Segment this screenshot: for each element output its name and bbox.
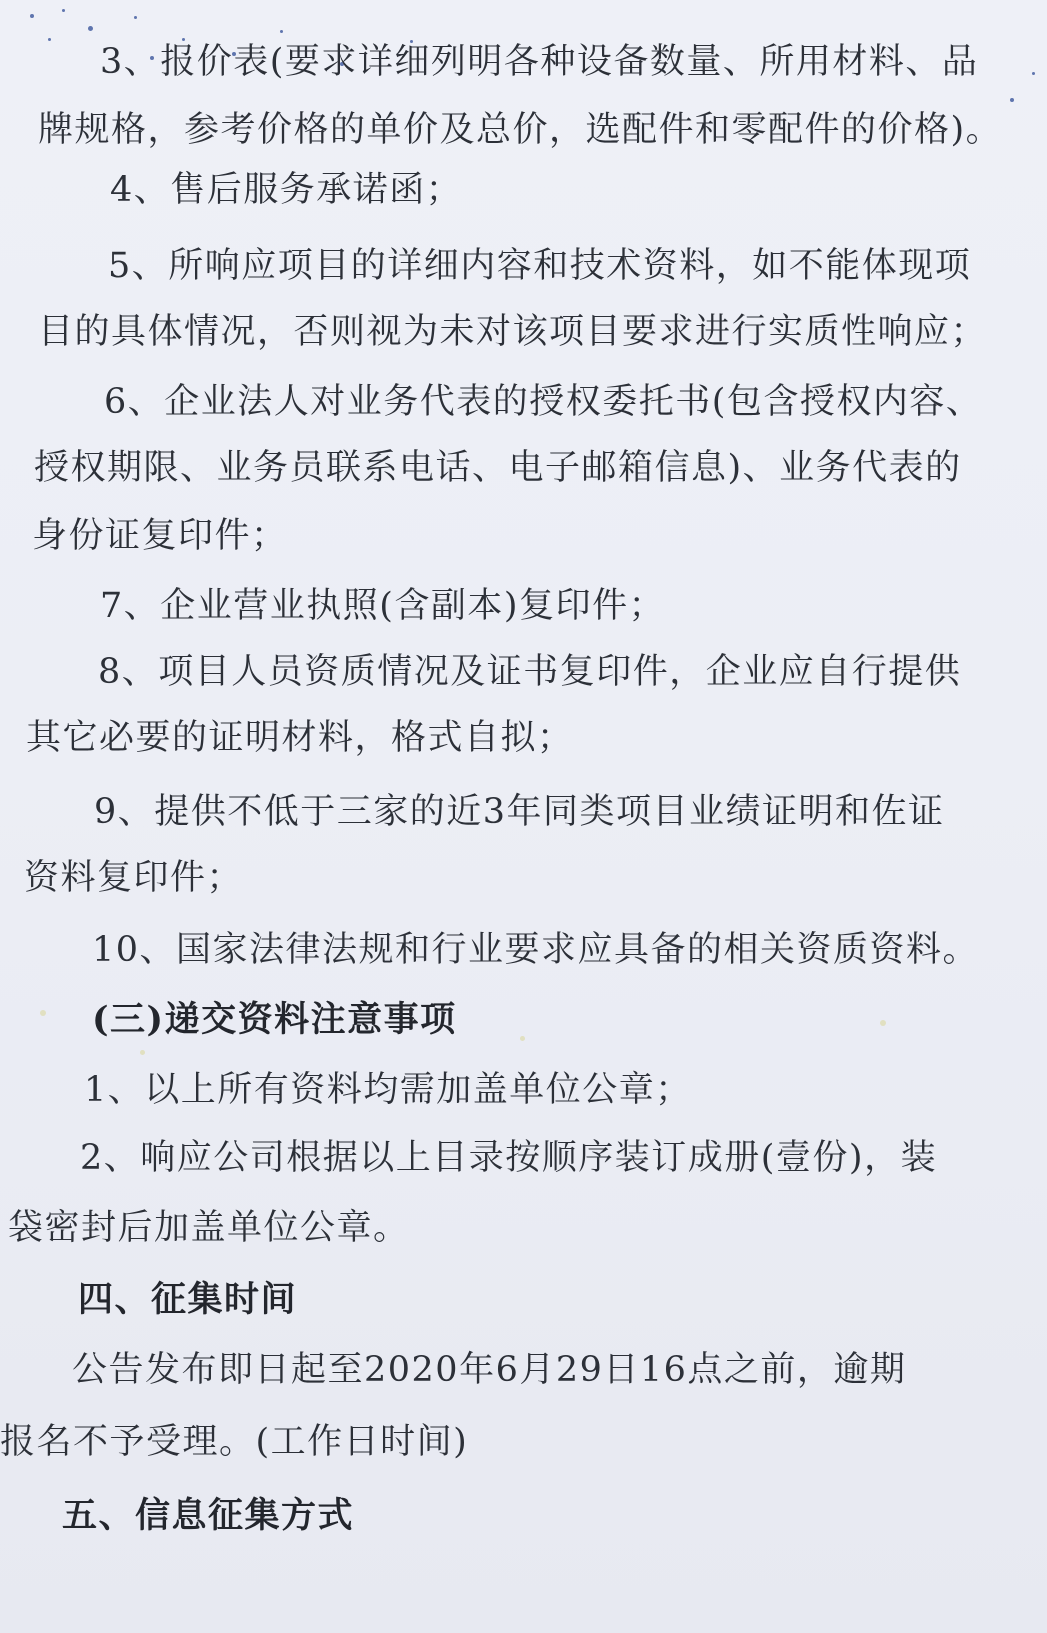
text-line: 5、所响应项目的详细内容和技术资料，如不能体现项 (108, 246, 972, 286)
text-line: 3、报价表(要求详细列明各种设备数量、所用材料、品 (100, 42, 979, 82)
section-heading: 五、信息征集方式 (62, 1495, 355, 1536)
text-line: 授权期限、业务员联系电话、电子邮箱信息)、业务代表的 (34, 448, 962, 488)
text-line: 7、企业营业执照(含副本)复印件； (100, 586, 666, 626)
text-line: 牌规格，参考价格的单价及总价，选配件和零配件的价格)。 (38, 110, 1003, 150)
text-line: 报名不予受理。(工作日时间) (0, 1422, 469, 1462)
text-line: 身份证复印件； (32, 516, 288, 556)
text-line: 1、以上所有资料均需加盖单位公章； (84, 1070, 692, 1110)
text-line: 资料复印件； (24, 858, 244, 898)
text-line: 8、项目人员资质情况及证书复印件，企业应自行提供 (98, 652, 962, 692)
text-line: 其它必要的证明材料，格式自拟； (26, 718, 574, 758)
section-heading: (三)递交资料注意事项 (92, 999, 457, 1040)
text-line: 9、提供不低于三家的近3年同类项目业绩证明和佐证 (94, 792, 945, 832)
text-line: 10、国家法律法规和行业要求应具备的相关资质资料。 (92, 930, 980, 970)
text-line: 6、企业法人对业务代表的授权委托书(包含授权内容、 (104, 382, 983, 422)
text-line: 公告发布即日起至2020年6月29日16点之前，逾期 (72, 1350, 907, 1390)
text-line: 目的具体情况，否则视为未对该项目要求进行实质性响应； (38, 312, 988, 352)
text-line: 4、售后服务承诺函； (110, 170, 463, 210)
text-line: 袋密封后加盖单位公章。 (8, 1208, 410, 1248)
text-line: 2、响应公司根据以上目录按顺序装订成册(壹份)，装 (80, 1138, 938, 1178)
section-heading: 四、征集时间 (78, 1279, 298, 1320)
